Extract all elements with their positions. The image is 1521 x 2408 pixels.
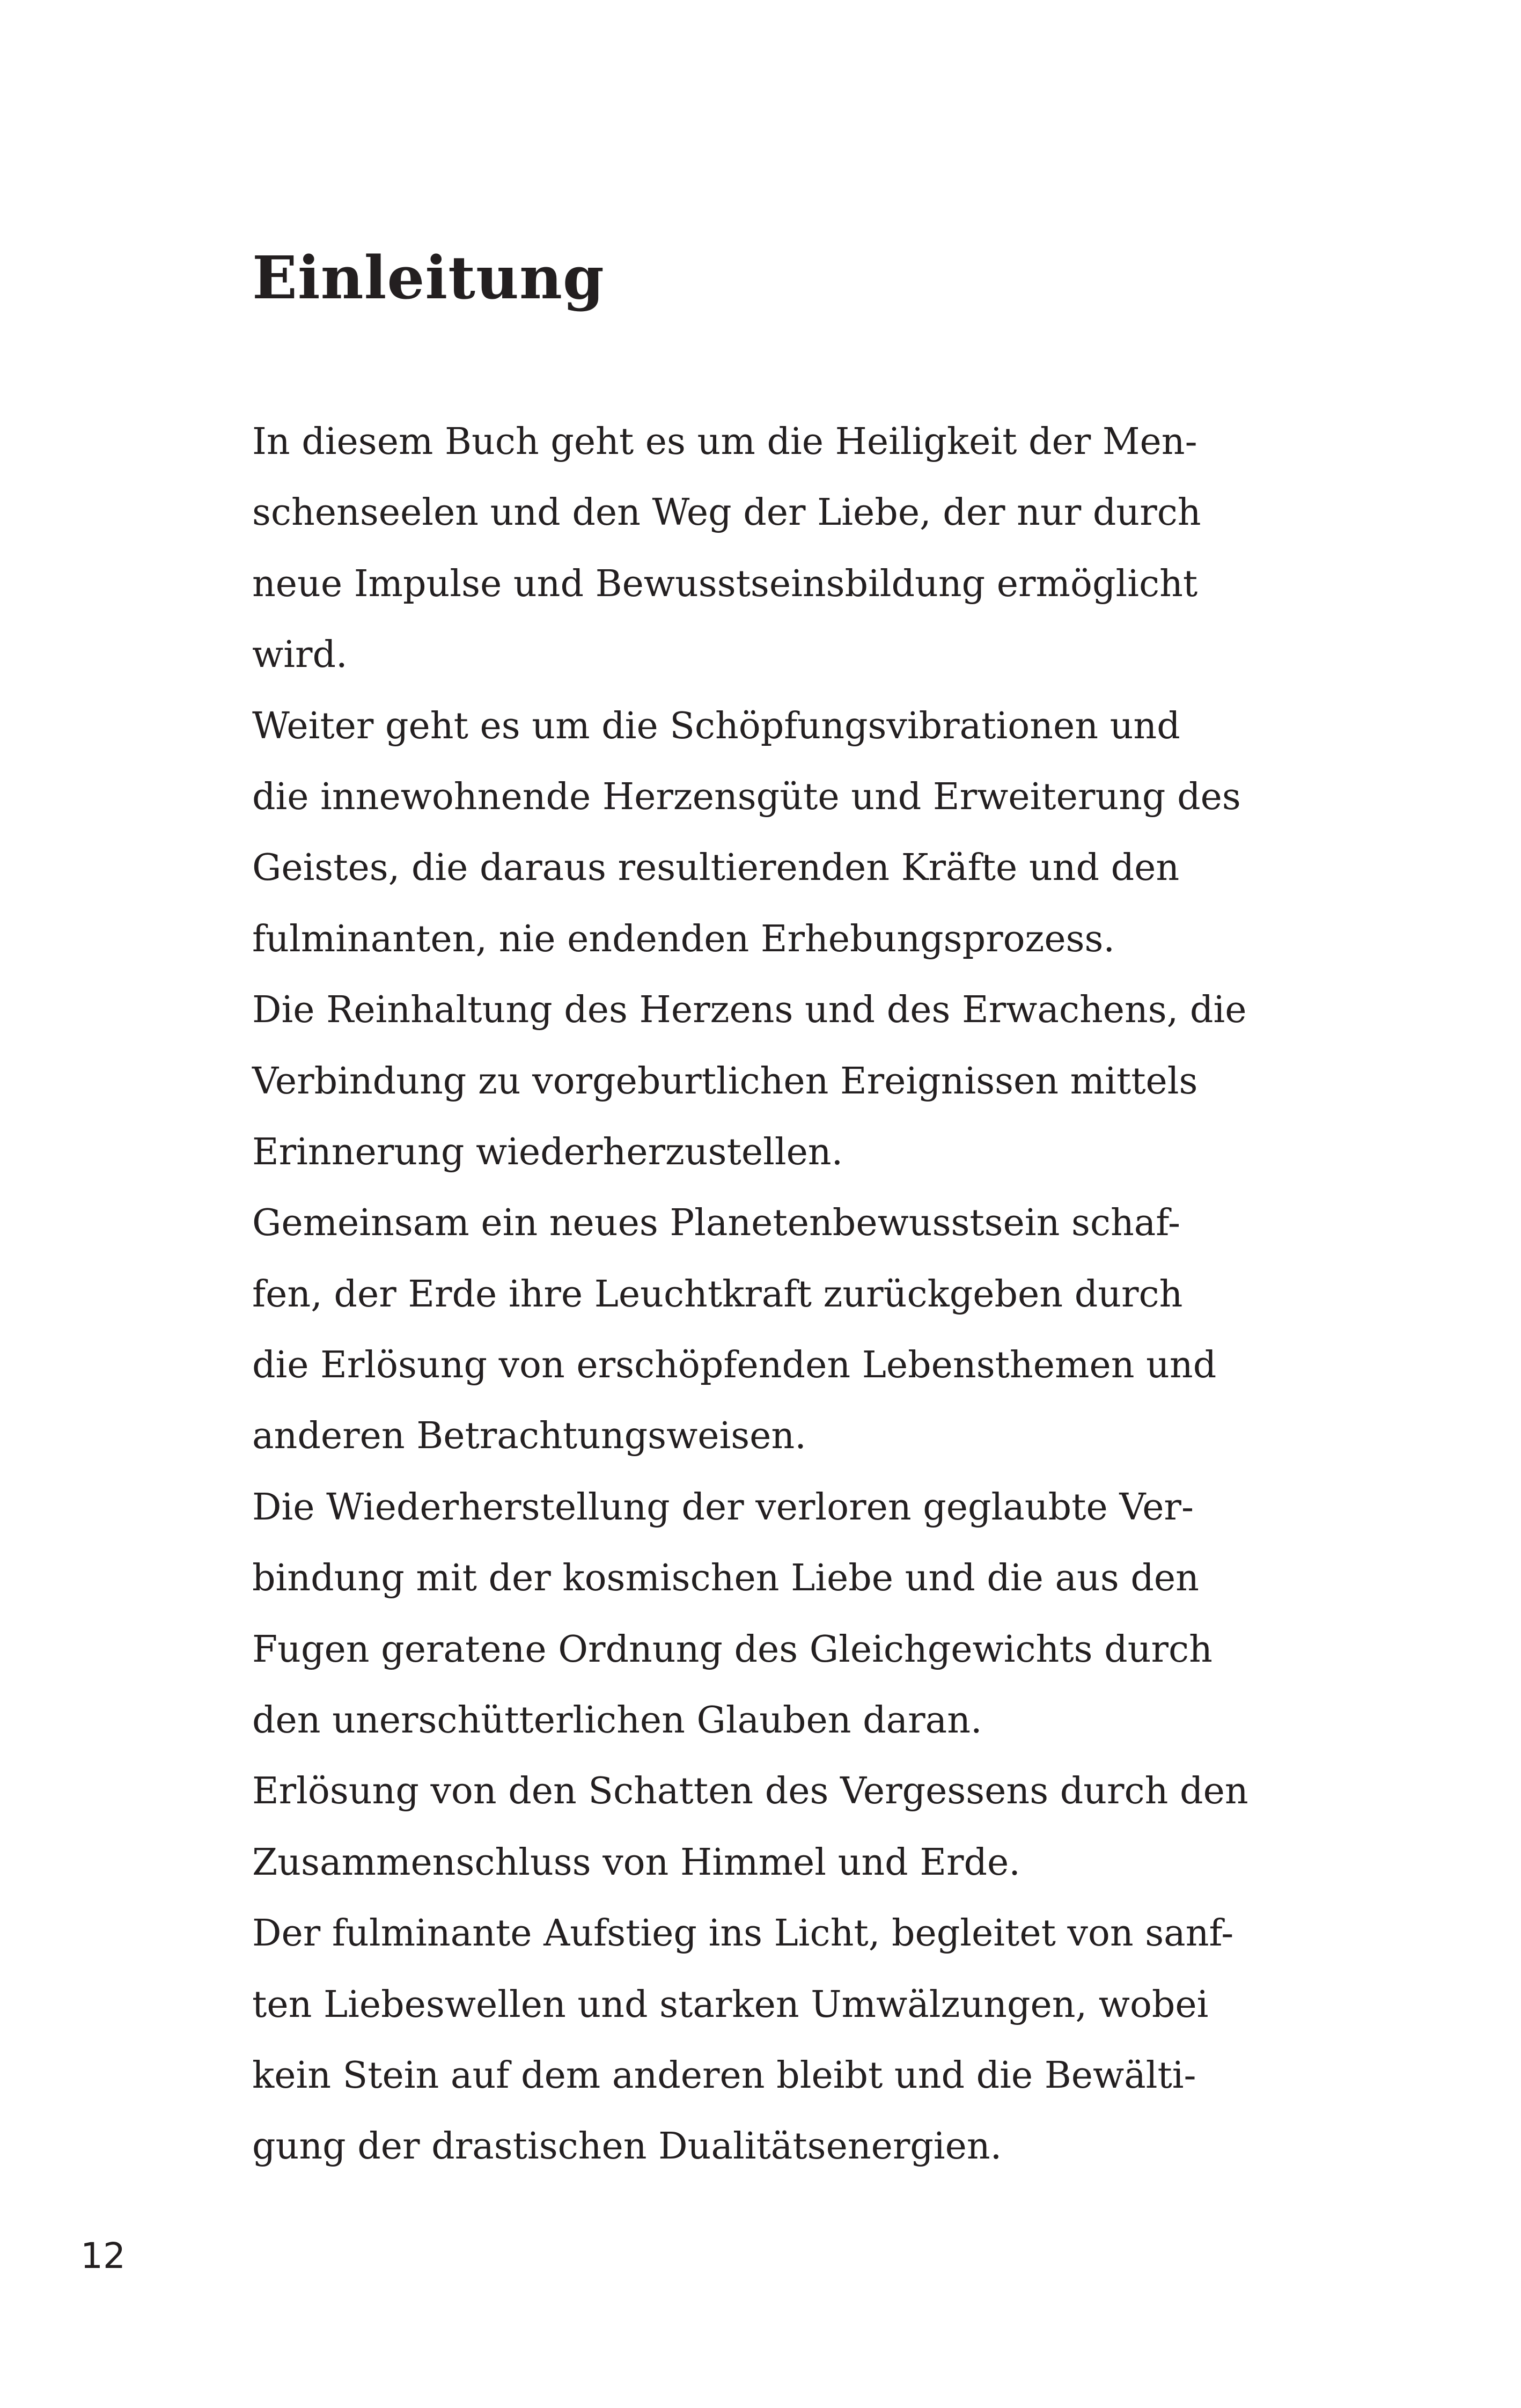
text-line: Fugen geratene Ordnung des Gleichgewichts durch: [252, 1628, 1213, 1671]
text-line: In diesem Buch geht es um die Heiligkeit der Men-: [252, 421, 1197, 463]
text-line: Zusammenschluss von Himmel und Erde.: [252, 1841, 1020, 1884]
text-line: den unerschütterlichen Glauben daran.: [252, 1699, 982, 1742]
page-number: 12: [80, 2235, 126, 2277]
text-line: Erlösung von den Schatten des Vergessens durch den: [252, 1770, 1248, 1813]
text-line: Erinnerung wiederherzustellen.: [252, 1130, 843, 1173]
text-line: Weiter geht es um die Schöpfungsvibrationen und: [252, 704, 1180, 747]
text-line: die Erlösung von erschöpfenden Lebensthemen und: [252, 1344, 1217, 1387]
text-line: Der fulminante Aufstieg ins Licht, begleitet von sanf-: [252, 1912, 1234, 1955]
body-text: [252, 407, 1248, 2183]
text-line: ten Liebeswellen und starken Umwälzungen, wobei: [252, 1983, 1209, 2026]
text-line: schenseelen und den Weg der Liebe, der nur durch: [252, 491, 1201, 534]
chapter-title: Einleitung: [252, 243, 605, 312]
text-line: bindung mit der kosmischen Liebe und die aus den: [252, 1557, 1199, 1600]
text-line: Die Wiederherstellung der verloren geglaubte Ver-: [252, 1486, 1194, 1529]
text-line: Geistes, die daraus resultierenden Kräfte und den: [252, 847, 1180, 890]
text-line: Verbindung zu vorgeburtlichen Ereignissen mittels: [252, 1060, 1198, 1103]
text-line: Die Reinhaltung des Herzens und des Erwachens, die: [252, 989, 1247, 1032]
text-line: kein Stein auf dem anderen bleibt und die Bewälti-: [252, 2054, 1196, 2097]
text-line: neue Impulse und Bewusstseinsbildung ermöglicht: [252, 562, 1198, 605]
text-line: die innewohnende Herzensgüte und Erweiterung des: [252, 775, 1241, 818]
text-line: fulminanten, nie endenden Erhebungsprozess.: [252, 917, 1115, 960]
text-line: gung der drastischen Dualitätsenergien.: [252, 2125, 1002, 2168]
text-line: Gemeinsam ein neues Planetenbewusstsein schaf-: [252, 1202, 1181, 1245]
text-line: fen, der Erde ihre Leuchtkraft zurückgeben durch: [252, 1273, 1183, 1316]
text-line: anderen Betrachtungsweisen.: [252, 1415, 806, 1458]
text-line: wird.: [252, 634, 348, 677]
